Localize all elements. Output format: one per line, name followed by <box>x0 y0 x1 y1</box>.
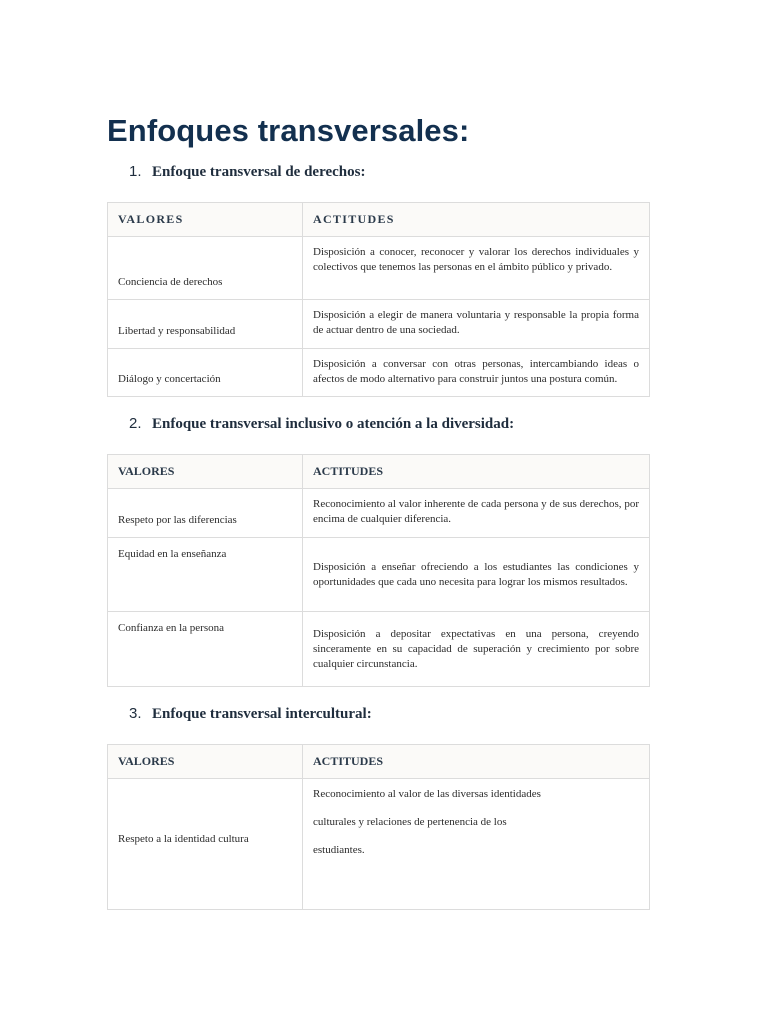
valor-cell: Conciencia de derechos <box>108 237 303 300</box>
actitud-cell: Disposición a enseñar ofreciendo a los estudiantes las condiciones y oportunidades que cada uno necesita para lograr los mismos resultados. <box>303 538 650 612</box>
section-heading-intercultural <box>129 705 372 723</box>
actitud-cell: Disposición a conocer, reconocer y valorar los derechos individuales y colectivos que tenemos las personas en el ámbito público y privado. <box>303 237 650 300</box>
table-header-row <box>108 203 650 237</box>
section-number: 2. <box>129 415 142 432</box>
table-row <box>108 779 650 910</box>
column-header-actitudes: ACTITUDES <box>303 203 650 237</box>
section-title: Enfoque transversal intercultural: <box>152 706 372 722</box>
actitud-cell <box>303 779 650 910</box>
actitud-line: Reconocimiento al valor de las diversas identidades <box>313 788 541 800</box>
table-row <box>108 612 650 687</box>
actitud-cell: Disposición a elegir de manera voluntaria y responsable la propia forma de actuar dentro de una sociedad. <box>303 300 650 349</box>
actitud-line: estudiantes. <box>313 844 365 856</box>
table-intercultural <box>107 744 650 910</box>
column-header-valores: VALORES <box>108 203 303 237</box>
section-heading-inclusivo <box>129 415 514 433</box>
valor-cell: Respeto por las diferencias <box>108 489 303 538</box>
column-header-actitudes: ACTITUDES <box>303 455 650 489</box>
table-row <box>108 538 650 612</box>
actitud-cell: Disposición a conversar con otras personas, intercambiando ideas o afectos de modo alternativo para construir juntos una postura común. <box>303 349 650 397</box>
table-row <box>108 300 650 349</box>
valor-cell: Equidad en la enseñanza <box>108 538 303 612</box>
table-header-row <box>108 745 650 779</box>
column-header-valores: VALORES <box>108 745 303 779</box>
valor-cell: Respeto a la identidad cultura <box>108 779 303 910</box>
actitud-cell: Disposición a depositar expectativas en una persona, creyendo sinceramente en su capacidad de superación y crecimiento por sobre cualquier circunstancia. <box>303 612 650 687</box>
valor-cell: Diálogo y concertación <box>108 349 303 397</box>
actitud-cell: Reconocimiento al valor inherente de cada persona y de sus derechos, por encima de cualquier diferencia. <box>303 489 650 538</box>
column-header-valores: VALORES <box>108 455 303 489</box>
table-derechos <box>107 202 650 397</box>
valor-cell: Confianza en la persona <box>108 612 303 687</box>
column-header-actitudes: ACTITUDES <box>303 745 650 779</box>
table-row <box>108 349 650 397</box>
table-header-row <box>108 455 650 489</box>
section-title: Enfoque transversal de derechos: <box>152 164 366 180</box>
actitud-line: culturales y relaciones de pertenencia de los <box>313 816 507 828</box>
section-heading-derechos <box>129 163 365 181</box>
section-number: 1. <box>129 163 142 180</box>
section-title: Enfoque transversal inclusivo o atención a la diversidad: <box>152 416 515 432</box>
valor-cell: Libertad y responsabilidad <box>108 300 303 349</box>
table-row <box>108 489 650 538</box>
table-inclusivo <box>107 454 650 687</box>
table-row <box>108 237 650 300</box>
section-number: 3. <box>129 705 142 722</box>
page-title: Enfoques transversales: <box>107 113 470 148</box>
